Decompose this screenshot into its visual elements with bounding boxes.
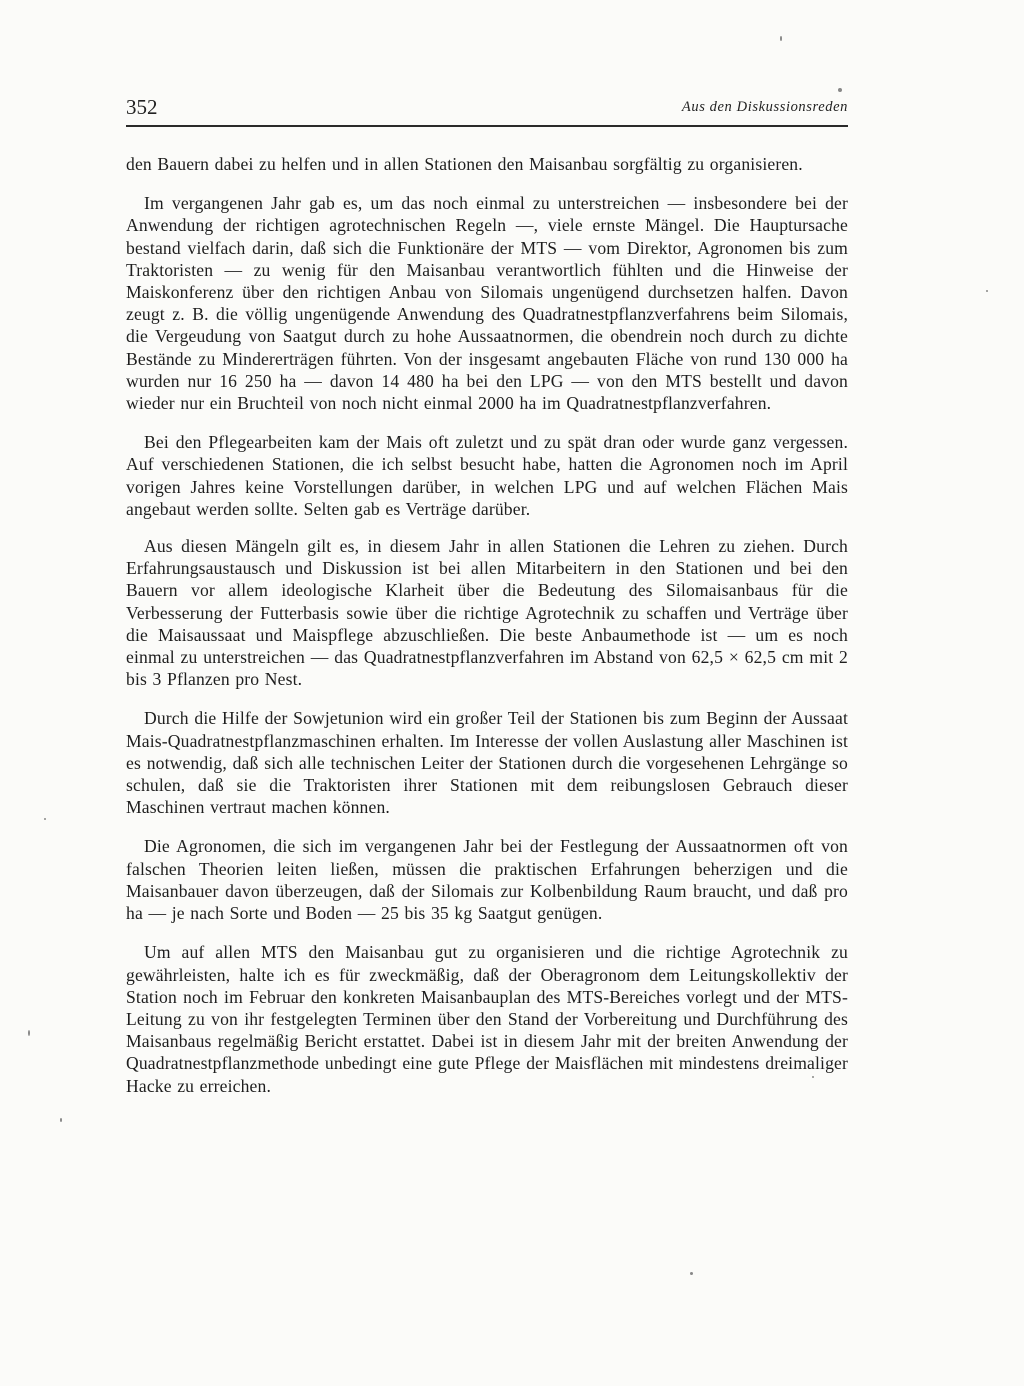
paragraph: den Bauern dabei zu helfen und in allen Stationen den Maisanbau sorgfältig zu organisieren.: [126, 154, 803, 174]
scan-speck: [780, 36, 782, 41]
scan-speck: [60, 1118, 62, 1122]
scan-speck: [812, 1076, 814, 1078]
paragraph: Die Agronomen, die sich im vergangenen Jahr bei der Festlegung der Aussaatnormen oft von falschen Theorien leiten ließen, müssen die praktischen Erfahrungen beherzigen und die Maisanbauer davon überzeugen, daß der Silomais zur Kolbenbildung Raum braucht, und daß pro ha — je nach Sorte und Boden — 25 bis 35 kg Saatgut genügen.: [126, 836, 848, 924]
scan-speck: [690, 1272, 693, 1275]
paragraph: Im vergangenen Jahr gab es, um das noch einmal zu unterstreichen — insbesondere bei der Anwendung der richtigen agrotechnischen Regeln —, viele ernste Mängel. Die Hauptursache bestand vielfach darin, daß sich die Funktionäre der MTS — vom Direktor, Agronomen bis zum Traktoristen — zu wenig für den Maisanbau verantwortlich fühlten und die Hinweise der Maiskonferenz über den richtigen Anbau von Silomais ungenügend durchsetzen halfen. Davon zeugt z. B. die völlig ungenügende Anwendung des Quadratnestpflanzverfahrens beim Silomais, die Vergeudung von Saatgut durch zu hohe Aussaatnormen, die obendrein noch durch zu dichte Bestände zu Mindererträgen führten. Von der insgesamt angebauten Fläche von rund 130 000 ha wurden nur 16 250 ha — davon 14 480 ha bei den LPG — von den MTS bestellt und davon wieder nur ein Bruchteil von noch nicht einmal 2000 ha im Quadratnestpflanzverfahren.: [126, 193, 848, 414]
scan-speck: [986, 290, 988, 292]
running-head: Aus den Diskussionsreden: [681, 99, 848, 115]
scan-speck: [28, 1030, 30, 1036]
paragraph: Um auf allen MTS den Maisanbau gut zu organisieren und die richtige Agrotechnik zu gewährleisten, halte ich es für zweckmäßig, daß der Oberagronom dem Leitungskollektiv der Station noch im Februar den konkreten Maisanbauplan des MTS-Bereiches vorlegt und der MTS-Leitung zu von ihr festgelegten Terminen über den Stand der Vorbereitung und Durchführung des Maisanbaus regelmäßig Bericht erstattet. Dabei ist in diesem Jahr mit der breiten Anwendung der Quadratnestpflanzmethode unbedingt eine gute Pflege der Maisflächen mit mindestens dreimaliger Hacke zu erreichen.: [126, 942, 848, 1096]
scan-speck: [44, 818, 46, 820]
body-text: [126, 153, 848, 1097]
paragraph: Durch die Hilfe der Sowjetunion wird ein großer Teil der Stationen bis zum Beginn der Aussaat Mais-Quadratnestpflanzmaschinen erhalten. Im Interesse der vollen Auslastung aller Maschinen ist es notwendig, daß sich alle technischen Leiter der Stationen durch die vorgesehenen Lehrgänge so schulen, daß sie die Traktoristen ihrer Stationen mit dem reibungslosen Gebrauch dieser Maschinen vertraut machen können.: [126, 708, 848, 818]
page-number: 352: [126, 95, 158, 119]
paragraph: Bei den Pflegearbeiten kam der Mais oft zuletzt und zu spät dran oder wurde ganz vergessen. Auf verschiedenen Stationen, die ich selbst besucht habe, hatten die Agronomen noch im April vorigen Jahres keine Vorstellungen darüber, in welchen LPG und auf welchen Flächen Mais angebaut werden sollte. Selten gab es Verträge darüber.: [126, 432, 848, 519]
page-header: [126, 95, 848, 127]
paragraph: Aus diesen Mängeln gilt es, in diesem Jahr in allen Stationen die Lehren zu ziehen. Durch Erfahrungsaustausch und Diskussion ist bei allen Mitarbeitern in den Stationen und bei den Bauern vor allem ideologische Klarheit über die Bedeutung des Silomaisanbaus für die Verbesserung der Futterbasis sowie über die richtige Agrotechnik zu schaffen und Verträge über die Maisaussaat und Maispflege abzuschließen. Die beste Anbaumethode ist — um es noch einmal zu unterstreichen — das Quadratnestpflanzverfahren im Abstand von 62,5 × 62,5 cm mit 2 bis 3 Pflanzen pro Nest.: [126, 536, 848, 690]
scan-speck: [838, 88, 842, 92]
